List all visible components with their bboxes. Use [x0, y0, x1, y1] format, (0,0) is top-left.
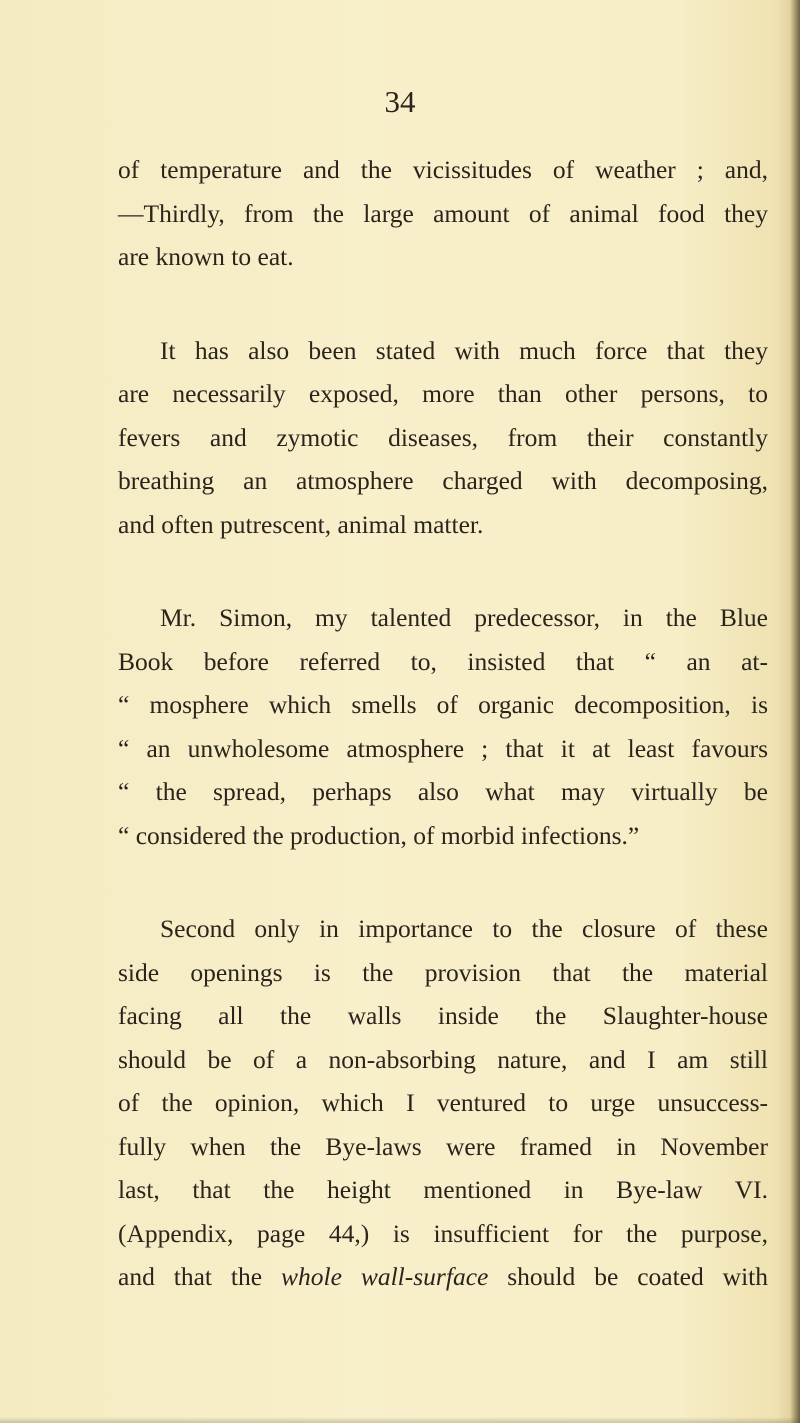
- page-number: 34: [384, 84, 416, 119]
- paragraph-1: [118, 148, 768, 279]
- body-text: [118, 148, 768, 1349]
- text-line: fully when the Bye-laws were framed in November: [118, 1131, 768, 1161]
- italic-text: whole wall-surface: [281, 1262, 489, 1291]
- text-line: facing all the walls inside the Slaughter-house: [118, 1001, 768, 1030]
- paragraph-3: [118, 596, 768, 857]
- text-line: “ an unwholesome atmosphere ; that it at least favours: [118, 733, 768, 763]
- text-segment: and that the: [118, 1262, 281, 1291]
- text-line: side openings is the provision that the material: [118, 957, 768, 987]
- text-line-mixed: [118, 1255, 768, 1299]
- text-line: “ mosphere which smells of organic decomposition, is: [118, 690, 768, 719]
- text-line: Second only in importance to the closure of these: [160, 914, 768, 943]
- text-line: It has also been stated with much force that they: [160, 335, 768, 365]
- text-line: Mr. Simon, my talented predecessor, in the Blue: [160, 603, 768, 632]
- text-line: and often putrescent, animal matter.: [118, 509, 484, 539]
- text-line: fevers and zymotic diseases, from their constantly: [118, 422, 768, 452]
- text-line: “ the spread, perhaps also what may virtually be: [118, 777, 768, 806]
- paragraph-4: [118, 907, 768, 1299]
- text-line: breathing an atmosphere charged with decomposing,: [118, 466, 768, 495]
- text-line: are known to eat.: [118, 242, 294, 271]
- text-line: “ considered the production, of morbid infections.”: [118, 820, 640, 850]
- page-edge-shadow: [790, 0, 800, 1423]
- text-line: are necessarily exposed, more than other persons, to: [118, 379, 768, 408]
- text-line: (Appendix, page 44,) is insufficient for the purpose,: [118, 1218, 768, 1248]
- text-line: of the opinion, which I ventured to urge unsuccess-: [118, 1088, 768, 1117]
- text-segment: should be coated with: [488, 1262, 768, 1291]
- text-line: —Thirdly, from the large amount of animal food they: [118, 198, 768, 228]
- text-line: last, that the height mentioned in Bye-law VI.: [118, 1175, 768, 1204]
- page-bottom-shadow: [0, 1417, 800, 1423]
- text-line: should be of a non-absorbing nature, and I am still: [118, 1044, 768, 1074]
- text-line: of temperature and the vicissitudes of weather ; and,: [118, 155, 768, 184]
- paragraph-2: [118, 329, 768, 547]
- text-line: Book before referred to, insisted that “ an at-: [118, 646, 768, 676]
